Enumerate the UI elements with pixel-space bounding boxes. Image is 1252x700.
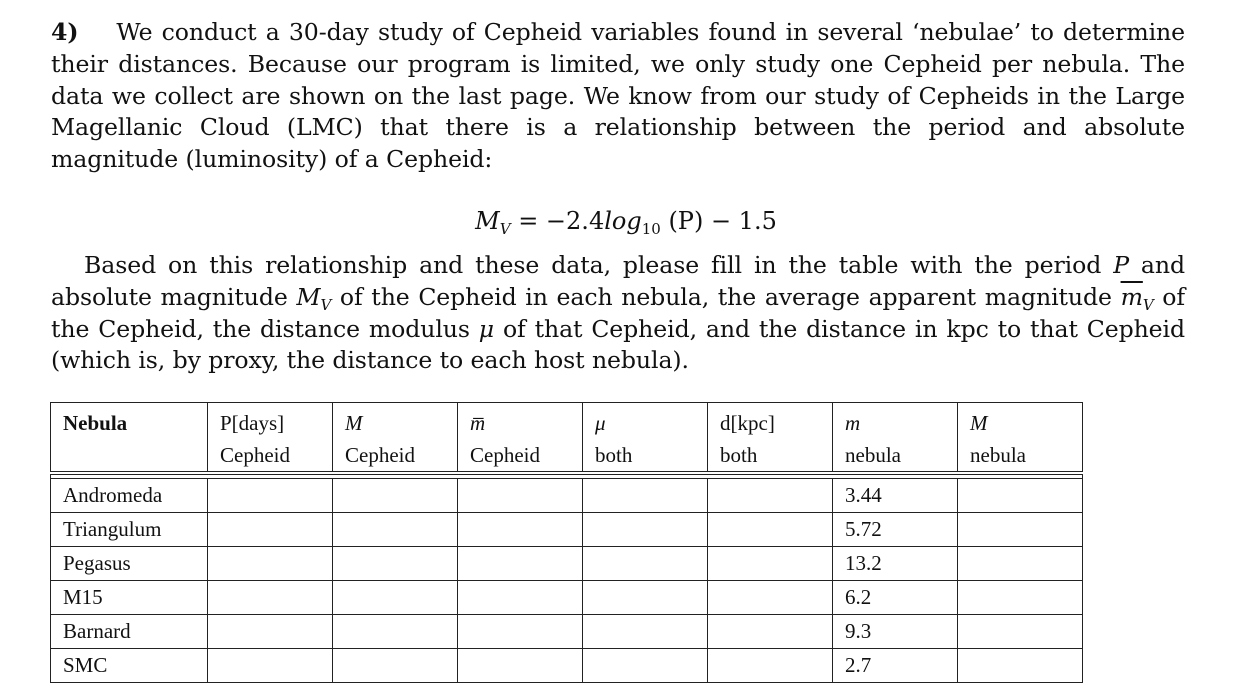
equation-log: log [604, 207, 642, 235]
mean-app-mag-cell[interactable] [458, 513, 583, 547]
distance-modulus-cell[interactable] [583, 479, 708, 513]
distance-modulus-cell[interactable] [583, 513, 708, 547]
header-distance-modulus-top: μ [595, 411, 606, 435]
header-period [208, 403, 333, 474]
header-app-mag-nebula [833, 403, 958, 474]
abs-mag-cepheid-cell[interactable] [333, 649, 458, 683]
equation-argument: (P) − 1.5 [660, 207, 777, 235]
header-distance [708, 403, 833, 474]
abs-mag-nebula-cell[interactable] [958, 513, 1083, 547]
equation-log-base: 10 [641, 220, 661, 238]
row-nebula-name: M15 [51, 581, 208, 615]
equation-coefficient: = −2.4 [510, 207, 605, 235]
abs-mag-cepheid-cell[interactable] [333, 581, 458, 615]
distance-modulus-cell[interactable] [583, 649, 708, 683]
question-number: 4) [51, 18, 79, 46]
mean-app-mag-cell[interactable] [458, 581, 583, 615]
app-mag-nebula-value: 2.7 [833, 649, 958, 683]
instruction-text-e: of that Cepheid, and the distance in kpc to that Cepheid (which is, by proxy, the distance to each host nebula). [51, 314, 1185, 375]
table-header-row [51, 403, 1083, 474]
period-cell[interactable] [208, 581, 333, 615]
distance-cell[interactable] [708, 547, 833, 581]
header-period-bottom: Cepheid [220, 443, 290, 467]
abs-mag-symbol [296, 282, 332, 314]
instruction-paragraph [51, 250, 1185, 377]
header-distance-bottom: both [720, 443, 758, 467]
mean-app-mag-cell[interactable] [458, 649, 583, 683]
header-abs-mag-cepheid [333, 403, 458, 474]
header-abs-mag-cepheid-bottom: Cepheid [345, 443, 415, 467]
period-cell[interactable] [208, 615, 333, 649]
header-distance-modulus-bottom: both [595, 443, 633, 467]
question-intro-text: We conduct a 30-day study of Cepheid variables found in several ‘nebulae’ to determine their distances. Because our program is limited, we only study one Cepheid per nebula. The data we collect are shown on the last page. We know from our study of Cepheids in the Large Magellanic Cloud (LMC) that there is a relationship between the period and absolute magnitude (luminosity) of a Cepheid: [51, 18, 1185, 174]
distance-cell[interactable] [708, 513, 833, 547]
app-mag-nebula-value: 6.2 [833, 581, 958, 615]
abs-mag-nebula-cell[interactable] [958, 479, 1083, 513]
period-cell[interactable] [208, 513, 333, 547]
question-intro [51, 17, 1185, 176]
abs-mag-cepheid-cell[interactable] [333, 615, 458, 649]
period-luminosity-equation [0, 205, 1252, 237]
header-app-mag-nebula-bottom: nebula [845, 443, 901, 467]
abs-mag-nebula-cell[interactable] [958, 615, 1083, 649]
app-mag-nebula-value: 9.3 [833, 615, 958, 649]
abs-mag-nebula-cell[interactable] [958, 649, 1083, 683]
distance-cell[interactable] [708, 581, 833, 615]
mean-app-mag-subscript: V [1142, 295, 1154, 314]
header-period-top: P[days] [220, 411, 285, 435]
mean-app-mag-cell[interactable] [458, 479, 583, 513]
distance-modulus-cell[interactable] [583, 615, 708, 649]
app-mag-nebula-value: 3.44 [833, 479, 958, 513]
app-mag-nebula-value: 13.2 [833, 547, 958, 581]
instruction-text-d: of the Cepheid, the distance modulus [51, 282, 1186, 343]
mean-app-mag-cell[interactable] [458, 615, 583, 649]
mean-app-mag-symbol [1120, 282, 1154, 314]
abs-mag-cepheid-cell[interactable] [333, 479, 458, 513]
row-nebula-name: SMC [51, 649, 208, 683]
abs-mag-letter: M [296, 282, 321, 311]
instruction-text-c: of the Cepheid in each nebula, the average apparent magnitude [331, 282, 1121, 311]
mean-app-mag-letter: $\overline{m}$ [1120, 282, 1143, 311]
instruction-text-a: Based on this relationship and these data, please fill in the table with the period [84, 251, 1114, 279]
equation-lhs-subscript: V [499, 220, 511, 238]
header-app-mag-nebula-top: m [845, 411, 861, 435]
abs-mag-nebula-cell[interactable] [958, 581, 1083, 615]
header-nebula-label: Nebula [63, 411, 128, 435]
distance-cell[interactable] [708, 479, 833, 513]
header-nebula [51, 403, 208, 474]
abs-mag-cepheid-cell[interactable] [333, 513, 458, 547]
table-row [51, 615, 1083, 649]
period-cell[interactable] [208, 547, 333, 581]
mean-app-mag-cell[interactable] [458, 547, 583, 581]
row-nebula-name: Andromeda [51, 479, 208, 513]
cepheid-data-table [50, 402, 1083, 683]
header-mean-app-mag-bottom: Cepheid [470, 443, 540, 467]
period-symbol: P [1113, 251, 1129, 279]
period-cell[interactable] [208, 649, 333, 683]
row-nebula-name: Barnard [51, 615, 208, 649]
abs-mag-nebula-cell[interactable] [958, 547, 1083, 581]
header-mean-app-mag [458, 403, 583, 474]
instruction-text-b: and absolute magnitude [51, 251, 1185, 311]
app-mag-nebula-value: 5.72 [833, 513, 958, 547]
table-row [51, 479, 1083, 513]
header-abs-mag-cepheid-top: M [345, 411, 363, 435]
distance-cell[interactable] [708, 615, 833, 649]
table-row [51, 649, 1083, 683]
row-nebula-name: Triangulum [51, 513, 208, 547]
header-mean-app-mag-top: m̅ [470, 411, 486, 435]
header-abs-mag-nebula-bottom: nebula [970, 443, 1026, 467]
equation-lhs-symbol: M [475, 207, 500, 235]
header-distance-top: d[kpc] [720, 411, 775, 435]
header-distance-modulus [583, 403, 708, 474]
distance-modulus-cell[interactable] [583, 547, 708, 581]
table-row [51, 547, 1083, 581]
header-abs-mag-nebula-top: M [970, 411, 988, 435]
distance-modulus-symbol: μ [478, 314, 495, 343]
period-cell[interactable] [208, 479, 333, 513]
table-row [51, 581, 1083, 615]
row-nebula-name: Pegasus [51, 547, 208, 581]
table-row [51, 513, 1083, 547]
distance-modulus-cell[interactable] [583, 581, 708, 615]
distance-cell[interactable] [708, 649, 833, 683]
abs-mag-cepheid-cell[interactable] [333, 547, 458, 581]
header-abs-mag-nebula [958, 403, 1083, 474]
abs-mag-subscript: V [320, 295, 332, 314]
